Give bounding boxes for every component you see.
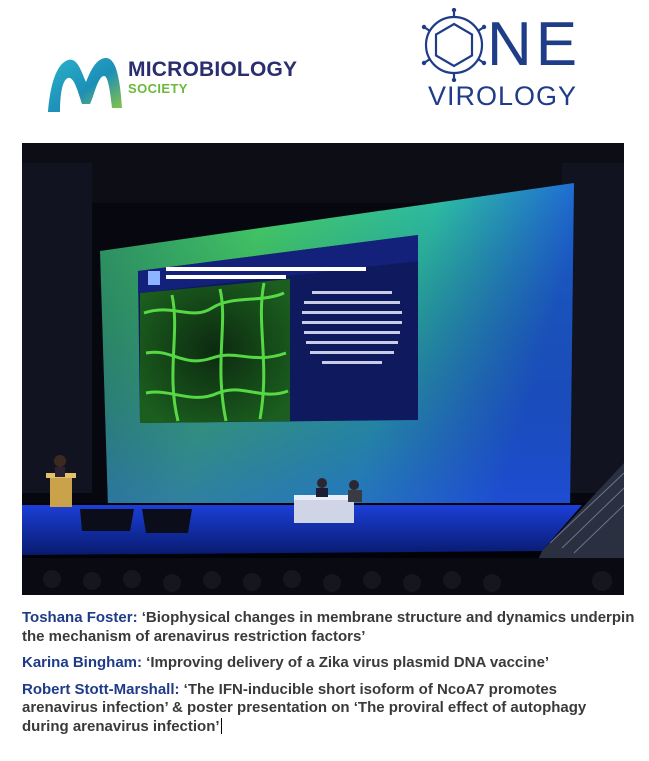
talk-title: ‘Biophysical changes in membrane structure and dynamics underpin the mechanism of arenavirus restriction factors’ [22, 609, 635, 645]
talk-title: ‘Improving delivery of a Zika virus plasmid DNA vaccine’ [142, 654, 550, 671]
virus-icon [418, 8, 490, 82]
captions [22, 609, 637, 744]
society-wordmark: SOCIETY [128, 81, 188, 96]
microbiology-wordmark: MICROBIOLOGY [128, 58, 298, 81]
speaker-name: Karina Bingham: [22, 654, 143, 671]
microbiology-society-logo [44, 52, 298, 114]
speaker-name: Robert Stott-Marshall: [22, 680, 180, 698]
one-wordmark: NE [487, 10, 582, 79]
caption-robert-stott-marshall [22, 681, 637, 737]
stage-illustration [22, 143, 624, 595]
text-cursor [221, 718, 222, 734]
conference-stage-photo [22, 143, 624, 595]
virology-wordmark: VIROLOGY [428, 81, 578, 111]
one-virology-logo [414, 8, 594, 114]
talk-title: ‘The IFN-inducible short isoform of NcoA7 promotes arenavirus infection’ & poster presentation on ‘The proviral effect of autophagy during arenavirus infection’ [22, 680, 587, 735]
caption-karina-bingham [22, 654, 637, 673]
speaker-name: Toshana Foster: [22, 609, 138, 626]
caption-toshana-foster [22, 609, 637, 646]
microbiology-society-mark-icon [44, 52, 124, 114]
